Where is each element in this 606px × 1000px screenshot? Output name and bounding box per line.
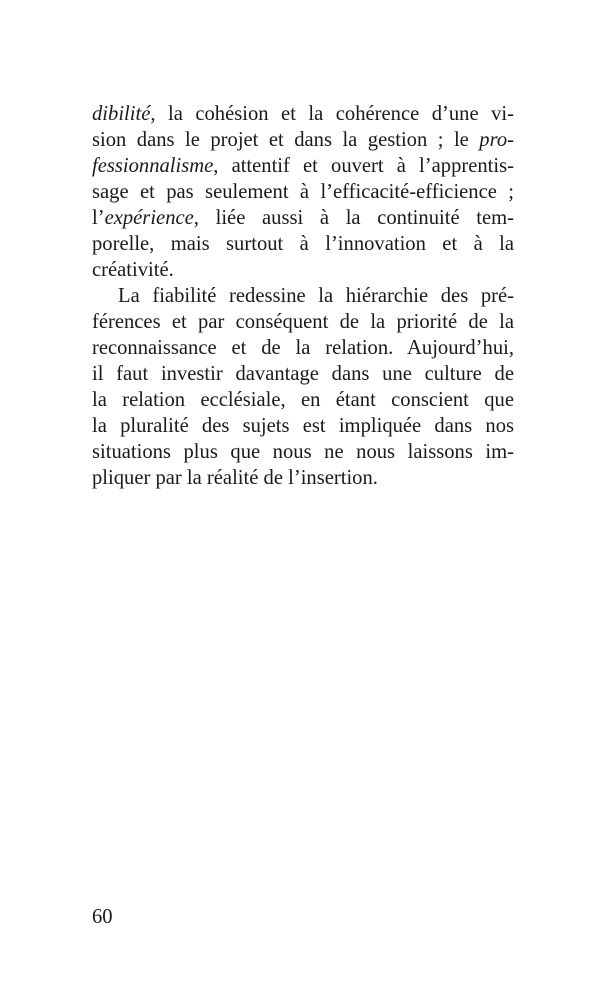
text-line (92, 205, 514, 231)
text-line (92, 231, 514, 257)
text-segment: , la cohésion et la cohérence d’une vi- (150, 103, 514, 125)
text-segment: La fiabilité redessine la hiérarchie des pré- (118, 285, 514, 307)
italic-text: fessionnalisme (92, 155, 214, 177)
text-line (92, 361, 514, 387)
text-line (92, 439, 514, 465)
text-segment: situations plus que nous ne nous laissons im- (92, 441, 514, 463)
text-segment: , liée aussi à la continuité tem- (193, 207, 514, 229)
text-line (92, 309, 514, 335)
text-segment: reconnaissance et de la relation. Aujourd’hui, (92, 337, 514, 359)
text-segment: sion dans le projet et dans la gestion ; le (92, 129, 480, 151)
italic-text: dibilité (92, 103, 151, 125)
text-segment: l’ (92, 207, 105, 229)
text-line (92, 413, 514, 439)
text-segment: la pluralité des sujets est impliquée dans nos (92, 415, 514, 437)
page-number: 60 (92, 906, 113, 928)
text-line (92, 179, 514, 205)
text-segment: la relation ecclésiale, en étant conscient que (92, 389, 514, 411)
paragraph (92, 283, 514, 491)
text-line (92, 127, 514, 153)
text-segment: porelle, mais surtout à l’innovation et à la (92, 233, 514, 255)
text-line (92, 101, 514, 127)
text-line (92, 283, 514, 309)
text-segment: sage et pas seulement à l’efficacité-efficience ; (92, 181, 514, 203)
italic-text: expérience (104, 207, 194, 229)
text-segment: créativité. (92, 259, 174, 281)
body-text (92, 101, 514, 491)
text-line (92, 257, 514, 283)
text-segment: , attentif et ouvert à l’apprentis- (213, 155, 514, 177)
text-segment: il faut investir davantage dans une culture de (92, 363, 514, 385)
text-line (92, 153, 514, 179)
text-segment: pliquer par la réalité de l’insertion. (92, 467, 378, 489)
italic-text: pro- (479, 129, 514, 151)
paragraph (92, 101, 514, 283)
text-segment: férences et par conséquent de la priorité de la (92, 311, 514, 333)
text-line (92, 335, 514, 361)
text-line (92, 465, 514, 491)
text-line (92, 387, 514, 413)
